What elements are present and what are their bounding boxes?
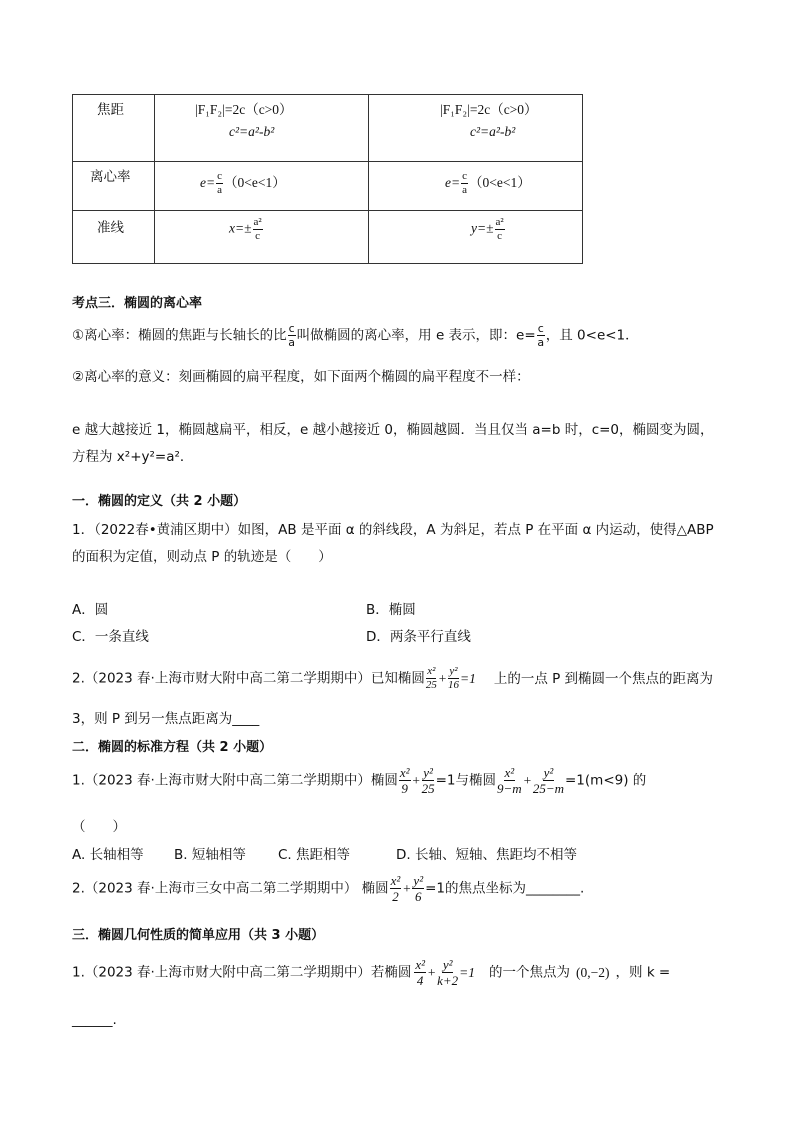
row-label: 离心率 bbox=[90, 169, 131, 185]
row-label: 焦距 bbox=[97, 102, 124, 118]
table-cell bbox=[73, 95, 155, 162]
table-cell bbox=[369, 162, 583, 211]
ellipse-equation: $\frac{\text{x²}}{9}$ + $\frac{\text{y²}}{25}$ bbox=[399, 765, 435, 796]
question-text: 2.（2023 春·上海市财大附中高二第二学期期中）已知椭圆 $\frac{\text{x²}}{25}$ + $\frac{\text{y²}}{16}$ =1 上的一点 P 到椭圆一个焦点的距离为 bbox=[72, 665, 714, 691]
paragraph-eccentricity-definition: ①离心率：椭圆的焦距与长轴长的比 $\frac{c}{a}$ 叫做椭圆的离心率，用 e 表示，即：e= $\frac{c}{a}$ ，且 0<e<1． bbox=[72, 322, 639, 349]
ellipse-properties-table bbox=[72, 94, 583, 264]
row-label: 准线 bbox=[97, 220, 124, 236]
directrix-formula: x=± $\frac{\text{a²}}{c}$ bbox=[229, 216, 262, 242]
table-row bbox=[73, 162, 583, 211]
option-b: B．椭圆 bbox=[366, 602, 416, 618]
ellipse-equation: $\frac{\text{x²}}{9-m}$ + $\frac{\text{y²}}{25-m}$ bbox=[497, 765, 564, 796]
table-cell bbox=[369, 95, 583, 162]
option-d: D. 长轴、短轴、焦距均不相等 bbox=[396, 847, 577, 863]
table-cell bbox=[155, 162, 369, 211]
section-heading: 一．椭圆的定义（共 2 小题） bbox=[72, 494, 247, 509]
paragraph-eccentricity-note-2: 方程为 x²+y²=a²． bbox=[72, 449, 194, 465]
table-cell bbox=[369, 211, 583, 264]
option-a: A. 长轴相等 bbox=[72, 847, 144, 863]
ellipse-equation: $\frac{\text{x²}}{2}$ + $\frac{\text{y²}}{6}$ bbox=[390, 873, 424, 904]
section-heading: 二．椭圆的标准方程（共 2 小题） bbox=[72, 740, 273, 755]
fraction: $\frac{c}{a}$ bbox=[217, 170, 222, 197]
option-d: D．两条平行直线 bbox=[366, 629, 471, 645]
question-text: 1.（2023 春·上海市财大附中高二第二学期期中）椭圆 $\frac{\text{x²}}{9}$ + $\frac{\text{y²}}{25}$ =1与椭圆 $\frac{\text{x²}}{9-m}$ + $\frac{\text{y²}}{25-m}$ =1(m<9) 的 bbox=[72, 765, 647, 796]
fraction: $\frac{c}{a}$ bbox=[537, 322, 545, 349]
option-c: C. 焦距相等 bbox=[278, 847, 351, 863]
question-text: 3，则 P 到另一焦点距离为____ bbox=[72, 711, 260, 727]
directrix-formula: y=± $\frac{\text{a²}}{c}$ bbox=[471, 216, 504, 242]
fraction: $\frac{\text{a²}}{c}$ bbox=[253, 216, 262, 242]
table-row bbox=[73, 211, 583, 264]
question-text: 的面积为定值，则动点 P 的轨迹是（ ） bbox=[72, 549, 332, 565]
table-cell bbox=[73, 162, 155, 211]
table-cell bbox=[155, 95, 369, 162]
question-text: 1.（2023 春·上海市财大附中高二第二学期期中）若椭圆 $\frac{\text{x²}}{4}$ + $\frac{\text{y²}}{k+2}$ =1 的一个焦点为 (0,−2) ，则 k = bbox=[72, 957, 671, 988]
formula-line: c²=a²-b² bbox=[470, 124, 516, 139]
eccentricity-formula: e= $\frac{c}{a}$ （0<e<1） bbox=[445, 170, 531, 197]
option-b: B. 短轴相等 bbox=[174, 847, 246, 863]
table-cell bbox=[155, 211, 369, 264]
fraction: $\frac{c}{a}$ bbox=[462, 170, 467, 197]
eccentricity-formula: e= $\frac{c}{a}$ （0<e<1） bbox=[200, 170, 286, 197]
question-text: 2.（2023 春·上海市三女中高二第二学期期中） 椭圆 $\frac{\text{x²}}{2}$ + $\frac{\text{y²}}{6}$ =1的焦点坐标为________. bbox=[72, 873, 585, 904]
section-heading: 三．椭圆几何性质的简单应用（共 3 小题） bbox=[72, 928, 325, 943]
table-cell bbox=[73, 211, 155, 264]
ellipse-equation: $\frac{\text{x²}}{4}$ + $\frac{\text{y²}}{k+2}$ =1 bbox=[415, 957, 476, 988]
fraction: $\frac{c}{a}$ bbox=[288, 322, 296, 349]
formula-line: c²=a²-b² bbox=[229, 124, 275, 139]
question-text: 1．（2022春•黄浦区期中）如图，AB 是平面 α 的斜线段，A 为斜足，若点 P 在平面 α 内运动，使得△ABP bbox=[72, 522, 714, 538]
option-a: A．圆 bbox=[72, 602, 109, 618]
ellipse-equation: $\frac{\text{x²}}{25}$ + $\frac{\text{y²}}{16}$ =1 bbox=[425, 665, 476, 691]
answer-blank: ______. bbox=[72, 1012, 117, 1028]
fraction: $\frac{\text{a²}}{c}$ bbox=[495, 216, 504, 242]
formula-line: |F₁F₂|=2c（c>0） bbox=[440, 102, 538, 117]
paragraph-eccentricity-note: e 越大越接近 1，椭圆越扁平，相反，e 越小越接近 0，椭圆越圆．当且仅当 a=b 时，c=0，椭圆变为圆， bbox=[72, 422, 714, 438]
option-c: C．一条直线 bbox=[72, 629, 149, 645]
answer-paren: （ ） bbox=[72, 819, 126, 835]
formula-line: |F₁F₂|=2c（c>0） bbox=[195, 102, 293, 117]
paragraph-eccentricity-meaning: ②离心率的意义：刻画椭圆的扁平程度，如下面两个椭圆的扁平程度不一样： bbox=[72, 369, 530, 385]
section-heading: 考点三．椭圆的离心率 bbox=[72, 296, 203, 311]
table-row bbox=[73, 95, 583, 162]
